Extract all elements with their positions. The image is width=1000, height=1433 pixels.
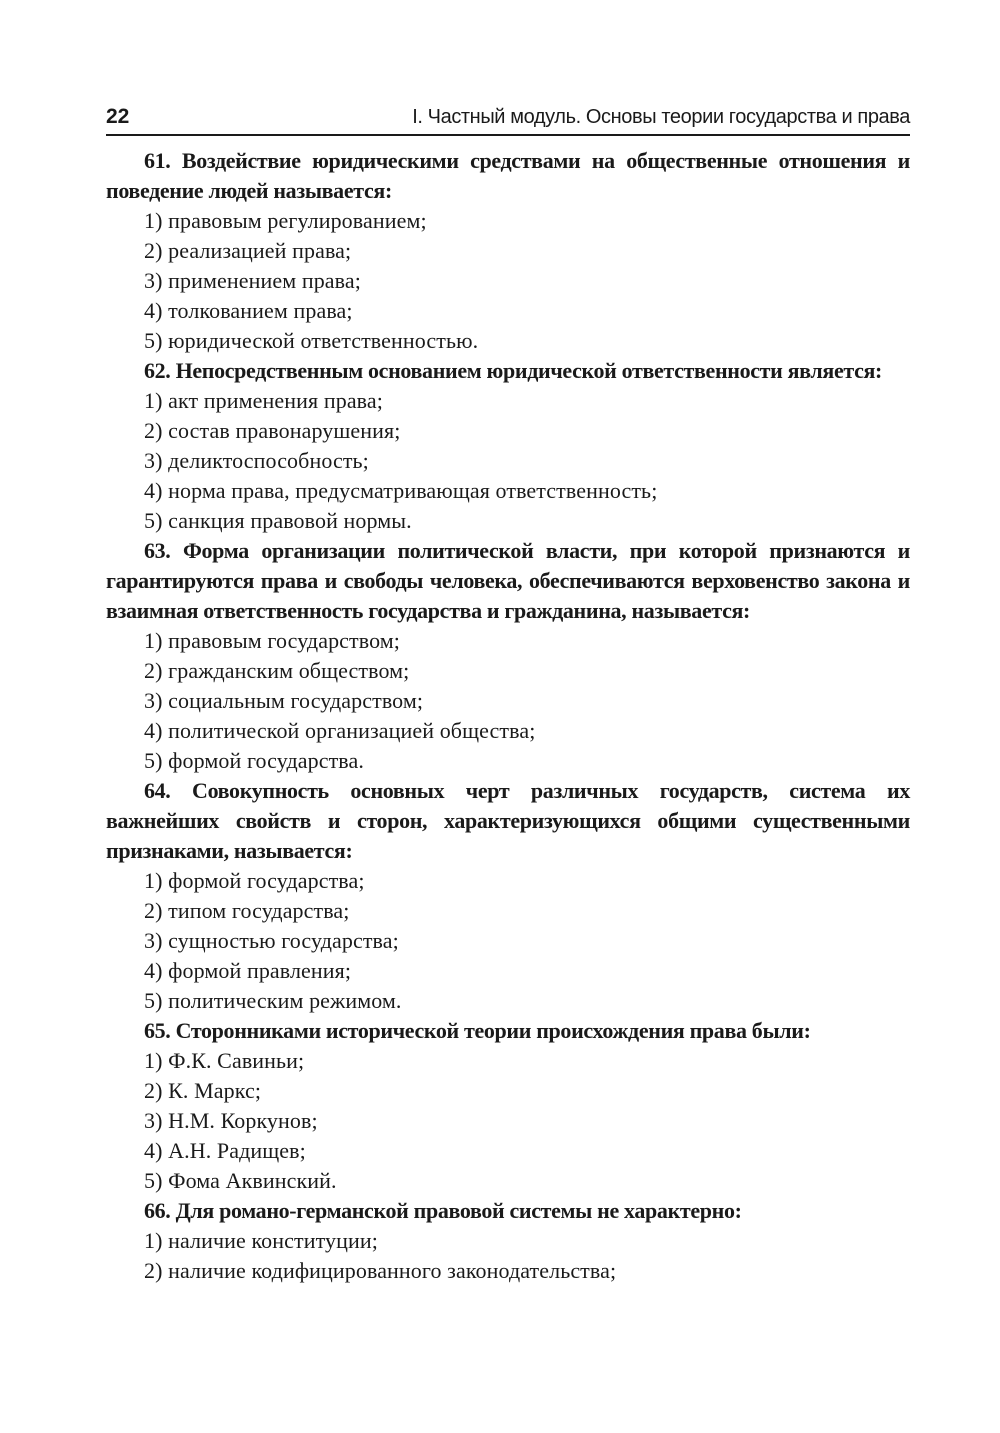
answer-option: 2) гражданским обществом; bbox=[144, 658, 410, 683]
book-page bbox=[106, 96, 910, 1286]
question-66: 66. Для романо-германской правовой системы не характерно: bbox=[144, 1198, 742, 1223]
answer-option: 5) политическим режимом. bbox=[144, 988, 402, 1013]
question-65: 65. Сторонниками исторической теории происхождения права были: bbox=[144, 1018, 811, 1043]
answer-option: 3) Н.М. Коркунов; bbox=[144, 1108, 318, 1133]
running-title: I. Частный модуль. Основы теории государства и права bbox=[412, 106, 910, 128]
answer-option: 1) правовым регулированием; bbox=[144, 208, 427, 233]
answer-option: 1) акт применения права; bbox=[144, 388, 383, 413]
page-content bbox=[106, 146, 910, 1286]
answer-option: 4) А.Н. Радищев; bbox=[144, 1138, 306, 1163]
answer-option: 1) правовым государством; bbox=[144, 628, 400, 653]
answer-option: 1) наличие конституции; bbox=[144, 1228, 378, 1253]
page-number: 22 bbox=[106, 105, 130, 128]
answer-option: 5) Фома Аквинский. bbox=[144, 1168, 337, 1193]
answer-option: 4) политической организацией общества; bbox=[144, 718, 536, 743]
question-61: 61. Воздействие юридическими средствами на общественные отношения и поведение людей называется: bbox=[106, 148, 910, 203]
answer-option: 5) формой государства. bbox=[144, 748, 364, 773]
answer-option: 4) толкованием права; bbox=[144, 298, 353, 323]
answer-option: 3) социальным государством; bbox=[144, 688, 424, 713]
answer-list-63 bbox=[106, 626, 910, 776]
answer-list-66 bbox=[106, 1226, 910, 1286]
answer-option: 3) сущностью государства; bbox=[144, 928, 399, 953]
question-62: 62. Непосредственным основанием юридической ответственности является: bbox=[144, 358, 883, 383]
answer-option: 2) реализацией права; bbox=[144, 238, 352, 263]
answer-option: 1) формой государства; bbox=[144, 868, 365, 893]
answer-option: 4) формой правления; bbox=[144, 958, 352, 983]
answer-option: 5) санкция правовой нормы. bbox=[144, 508, 412, 533]
answer-list-61 bbox=[106, 206, 910, 356]
running-head bbox=[106, 96, 910, 136]
question-63: 63. Форма организации политической власти, при которой признаются и гарантируются права и свободы человека, обеспечиваются верховенство закона и взаимная ответственность государства и гражданина, называется: bbox=[106, 538, 910, 623]
answer-option: 3) деликтоспособность; bbox=[144, 448, 369, 473]
answer-list-65 bbox=[106, 1046, 910, 1196]
answer-list-62 bbox=[106, 386, 910, 536]
answer-option: 2) состав правонарушения; bbox=[144, 418, 401, 443]
answer-option: 4) норма права, предусматривающая ответственность; bbox=[144, 478, 658, 503]
answer-list-64 bbox=[106, 866, 910, 1016]
question-64: 64. Совокупность основных черт различных государств, система их важнейших свойств и сторон, характеризующихся общими существенными признаками, называется: bbox=[106, 778, 910, 863]
answer-option: 2) К. Маркс; bbox=[144, 1078, 262, 1103]
answer-option: 5) юридической ответственностью. bbox=[144, 328, 479, 353]
answer-option: 1) Ф.К. Савиньи; bbox=[144, 1048, 305, 1073]
answer-option: 3) применением права; bbox=[144, 268, 361, 293]
answer-option: 2) наличие кодифицированного законодательства; bbox=[144, 1258, 617, 1283]
answer-option: 2) типом государства; bbox=[144, 898, 350, 923]
